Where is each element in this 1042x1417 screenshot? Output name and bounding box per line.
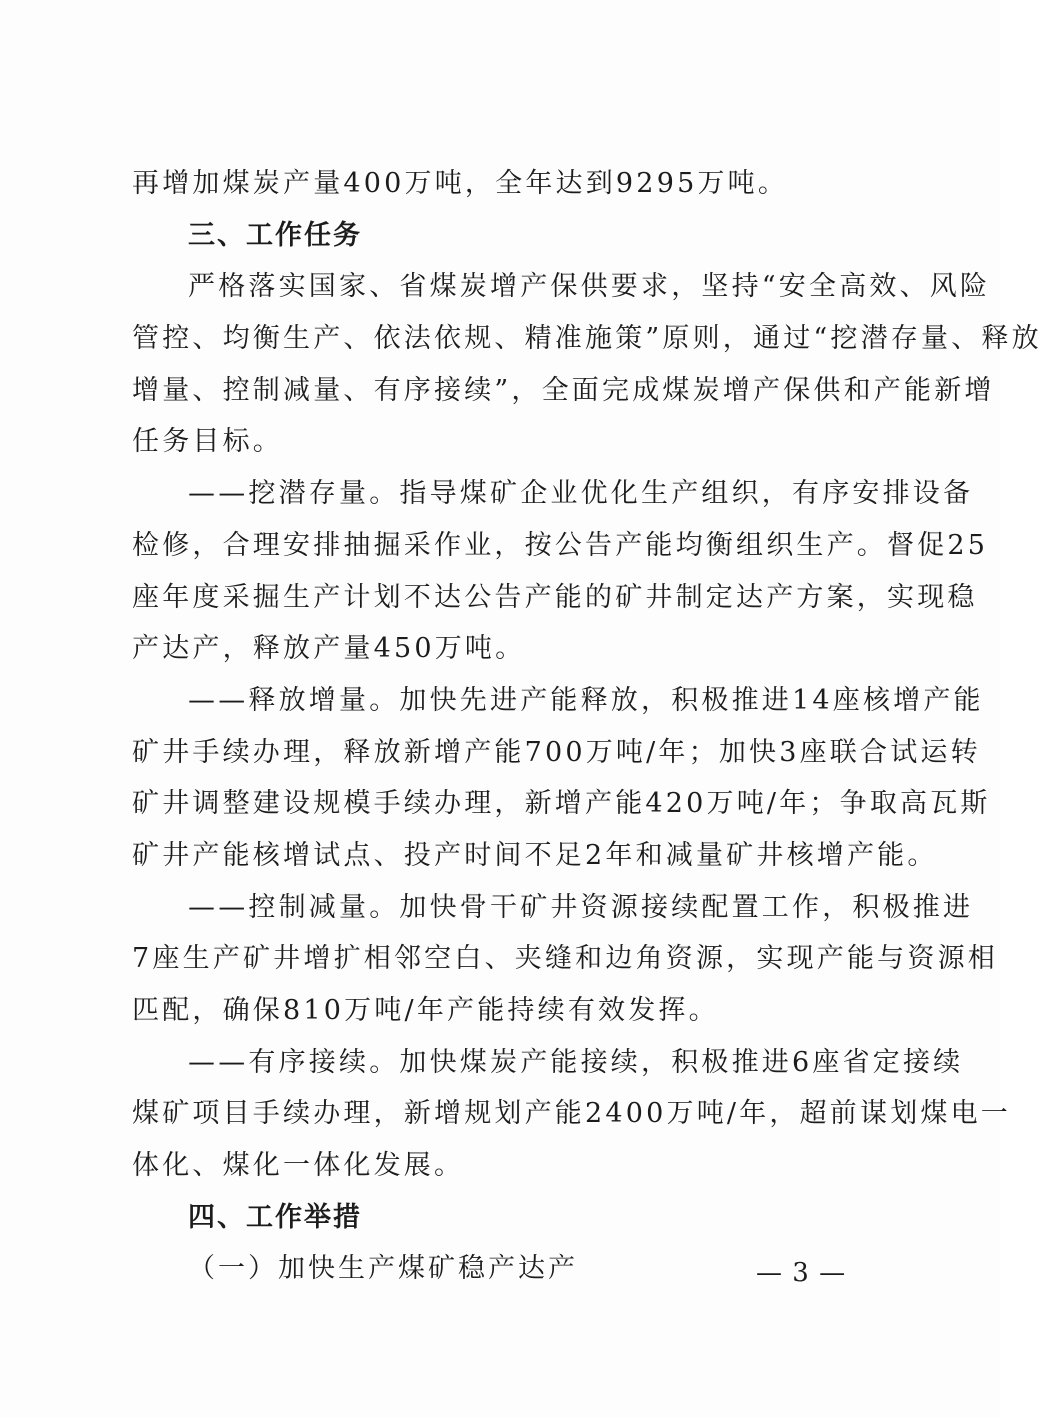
paragraph-line: 7座生产矿井增扩相邻空白、夹缝和边角资源，实现产能与资源相 xyxy=(132,943,998,975)
task-item-first-line xyxy=(132,675,984,727)
paragraph-line: 矿井调整建设规模手续办理，新增产能420万吨/年；争取高瓦斯 xyxy=(132,788,991,820)
paragraph-line: 体化、煤化一体化发展。 xyxy=(132,1150,465,1182)
paragraph-line: 矿井产能核增试点、投产时间不足2年和减量矿井核增产能。 xyxy=(132,839,938,871)
task-item-text: 指导煤矿企业优化生产组织，有序安排设备 xyxy=(399,478,974,510)
paragraph-line: 匹配，确保810万吨/年产能持续有效发挥。 xyxy=(132,995,719,1026)
task-item-text: 加快骨干矿井资源接续配置工作，积极推进 xyxy=(399,891,974,923)
paragraph-line: 座年度采掘生产计划不达公告产能的矿井制定达产方案，实现稳 xyxy=(132,581,978,613)
subsection-heading: （一）加快生产煤矿稳产达产 xyxy=(188,1253,578,1285)
paragraph-line: 任务目标。 xyxy=(132,426,283,458)
task-item-lead: ——释放增量。 xyxy=(188,684,400,716)
task-item-text: 加快煤炭产能接续，积极推进6座省定接续 xyxy=(399,1046,964,1078)
paragraph-line: 严格落实国家、省煤炭增产保供要求，坚持“安全高效、风险 xyxy=(188,271,991,303)
section-heading: 三、工作任务 xyxy=(188,219,362,251)
task-item-first-line xyxy=(132,882,974,934)
paragraph-line: 产达产，释放产量450万吨。 xyxy=(132,633,526,665)
page-number: — 3 — xyxy=(756,1258,847,1288)
paragraph-line: 检修，合理安排抽掘采作业，按公告产能均衡组织生产。督促25 xyxy=(132,529,989,561)
task-item-lead: ——控制减量。 xyxy=(188,891,400,923)
task-item-first-line xyxy=(132,468,974,520)
continued-paragraph-line: 再增加煤炭产量400万吨，全年达到9295万吨。 xyxy=(132,168,789,199)
task-item-first-line xyxy=(132,1037,964,1089)
paragraph-line: 管控、均衡生产、依法依规、精准施策”原则，通过“挖潜存量、释放 xyxy=(132,323,1042,355)
task-item-text: 加快先进产能释放，积极推进14座核增产能 xyxy=(399,684,984,716)
task-item-lead: ——有序接续。 xyxy=(188,1046,400,1078)
task-item-lead: ——挖潜存量。 xyxy=(188,478,400,510)
paragraph-line: 煤矿项目手续办理，新增规划产能2400万吨/年，超前谋划煤电一 xyxy=(132,1098,1012,1130)
document-body xyxy=(132,158,1042,1295)
paragraph-line: 增量、控制减量、有序接续”，全面完成煤炭增产保供和产能新增 xyxy=(132,374,995,406)
paragraph-line: 矿井手续办理，释放新增产能700万吨/年；加快3座联合试运转 xyxy=(132,736,981,768)
section-heading: 四、工作举措 xyxy=(188,1201,362,1233)
